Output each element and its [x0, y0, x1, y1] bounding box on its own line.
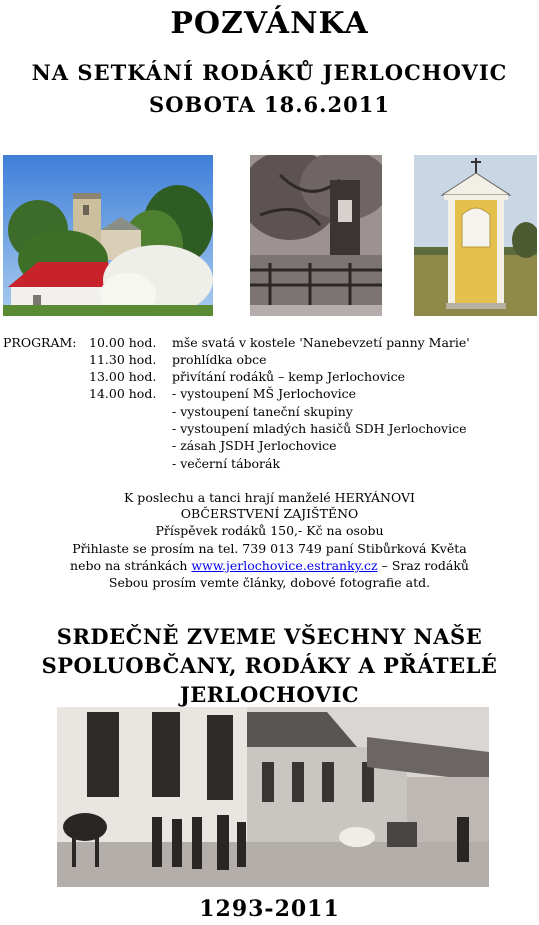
- church-village-photo: [3, 155, 213, 316]
- program-item: mše svatá v kostele 'Nanebevzetí panny Marie': [172, 335, 470, 350]
- program-time: 14.00 hod.: [89, 386, 157, 401]
- slogan-line: SPOLUOBČANY, RODÁKY A PŘÁTELÉ: [41, 653, 498, 678]
- yellow-chapel-photo: [414, 155, 537, 316]
- fee-info: Příspěvek rodáků 150,- Kč na osobu: [155, 523, 384, 538]
- program-item: - zásah JSDH Jerlochovice: [172, 438, 337, 453]
- historic-street-photo: [57, 707, 489, 887]
- program-item: - vystoupení MŠ Jerlochovice: [172, 386, 357, 401]
- page-title: POZVÁNKA: [170, 6, 369, 41]
- registration-info: Přihlaste se prosím na tel. 739 013 749 paní Stibůrková Květa: [72, 541, 467, 556]
- slogan-line: JERLOCHOVIC: [179, 682, 360, 707]
- event-date: SOBOTA 18.6.2011: [149, 92, 390, 117]
- website-info: [0, 558, 539, 574]
- program-time: 11.30 hod.: [89, 352, 157, 367]
- program-item: - vystoupení mladých hasičů SDH Jerlochovice: [172, 421, 467, 436]
- slogan-line: SRDEČNĚ ZVEME VŠECHNY NAŠE: [56, 624, 483, 649]
- photos-request: Sebou prosím vemte články, dobové fotografie atd.: [108, 575, 431, 590]
- program-item: prohlídka obce: [172, 352, 267, 367]
- music-info: K poslechu a tanci hrají manželé HERYÁNOVI: [124, 490, 415, 505]
- program-item: - vystoupení taneční skupiny: [172, 404, 353, 419]
- website-prefix: nebo na stránkách: [70, 558, 192, 573]
- program-time: 13.00 hod.: [89, 369, 157, 384]
- program-item: - večerní táborák: [172, 456, 281, 471]
- old-wayside-shrine-photo: [250, 155, 382, 316]
- program-time: 10.00 hod.: [89, 335, 157, 350]
- website-suffix: – Sraz rodáků: [377, 558, 469, 573]
- refreshment-info: OBČERSTVENÍ ZAJIŠTĚNO: [180, 506, 359, 521]
- anniversary-years: 1293-2011: [199, 896, 340, 922]
- program-item: přivítání rodáků – kemp Jerlochovice: [172, 369, 406, 384]
- invitation-slogan: [0, 622, 539, 709]
- program-label: PROGRAM:: [3, 335, 77, 350]
- event-subtitle: NA SETKÁNÍ RODÁKŮ JERLOCHOVIC: [31, 60, 508, 85]
- website-link[interactable]: www.jerlochovice.estranky.cz: [191, 558, 378, 573]
